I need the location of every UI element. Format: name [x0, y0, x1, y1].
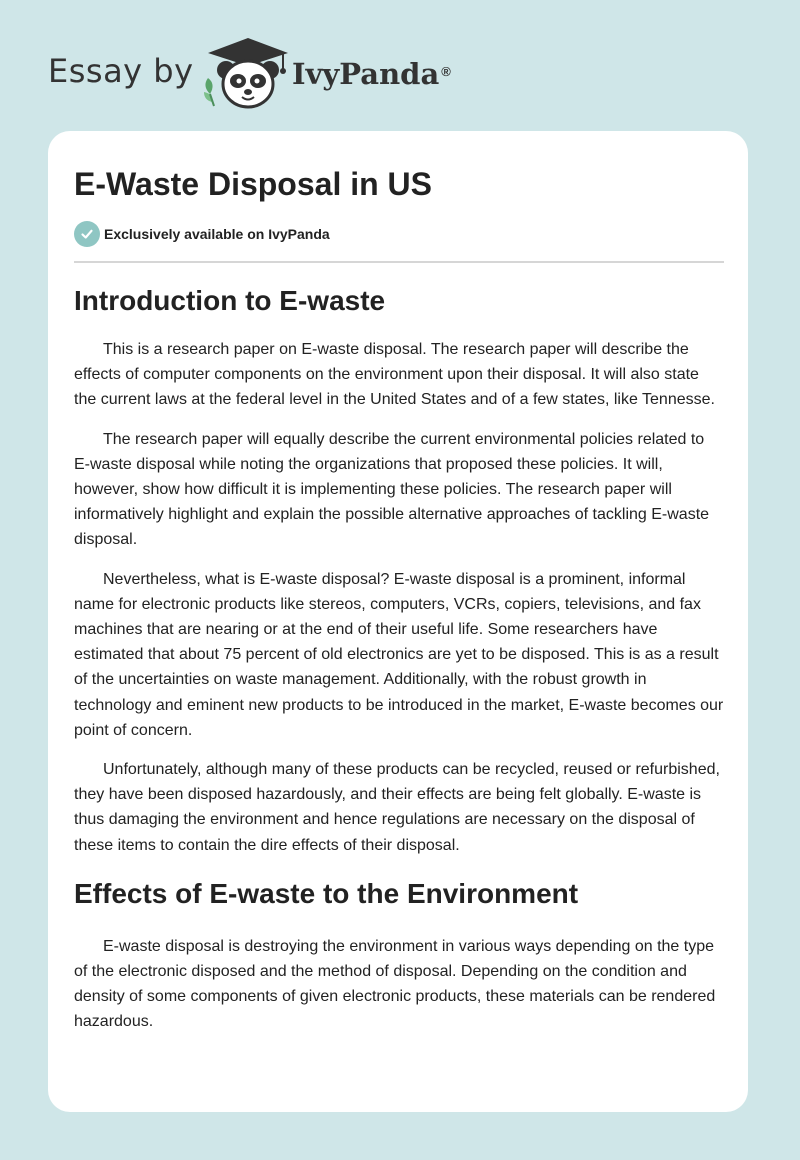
panda-graduate-logo-icon[interactable] [200, 36, 296, 110]
exclusive-badge [74, 221, 330, 247]
exclusive-badge-text: Exclusively available on IvyPanda [104, 226, 330, 242]
paragraph: E-waste disposal is destroying the environment in various ways depending on the type of the electronic disposed and the method of disposal. Depending on the condition and density of some components of given electronic products, these materials can be rendered hazardous. [74, 937, 716, 1031]
paragraph: Nevertheless, what is E-waste disposal? E-waste disposal is a prominent, informal name for electronic products like stereos, computers, VCRs, copiers, televisions, and fax machines that are nearing or at the end of their useful life. Some researchers have estimated that about 75 percent of old electronics are yet to be disposed. This is as a result of the uncertainties on waste management. Additionally, with the robust growth in technology and eminent new products to be introduced in the market, E-waste becomes our point of concern. [74, 570, 724, 739]
title-divider [74, 261, 724, 263]
brand-name-text: IvyPanda [292, 57, 440, 91]
essay-by-label: Essay by [48, 52, 194, 90]
section-heading-effects: Effects of E-waste to the Environment [74, 877, 579, 909]
paragraph: This is a research paper on E-waste disposal. The research paper will describe the effects of computer components on the environment upon their disposal. It will also state the current laws at the federal level in the United States and of a few states, like Tennesse. [74, 341, 715, 409]
page-title: E-Waste Disposal in US [74, 166, 432, 202]
paragraph: The research paper will equally describe the current environmental policies related to E-waste disposal while noting the organizations that proposed these policies. It will, however, show how difficult it is implementing these policies. The research paper will informatively highlight and explain the possible alternative approaches of tackling E-waste disposal. [74, 430, 710, 549]
registered-mark: ® [441, 64, 451, 79]
brand-name[interactable] [292, 56, 449, 92]
section-heading-introduction: Introduction to E-waste [74, 285, 386, 316]
check-circle-icon [74, 221, 100, 247]
site-header [0, 0, 800, 130]
paragraph: Unfortunately, although many of these products can be recycled, reused or refurbished, they have been disposed hazardously, and their effects are being felt globally. E-waste is thus damaging the environment and hence regulations are necessary on the disposal of these items to contain the dire effects of their disposal. [74, 761, 720, 854]
essay-body [74, 279, 724, 1049]
essay-card [48, 131, 748, 1112]
